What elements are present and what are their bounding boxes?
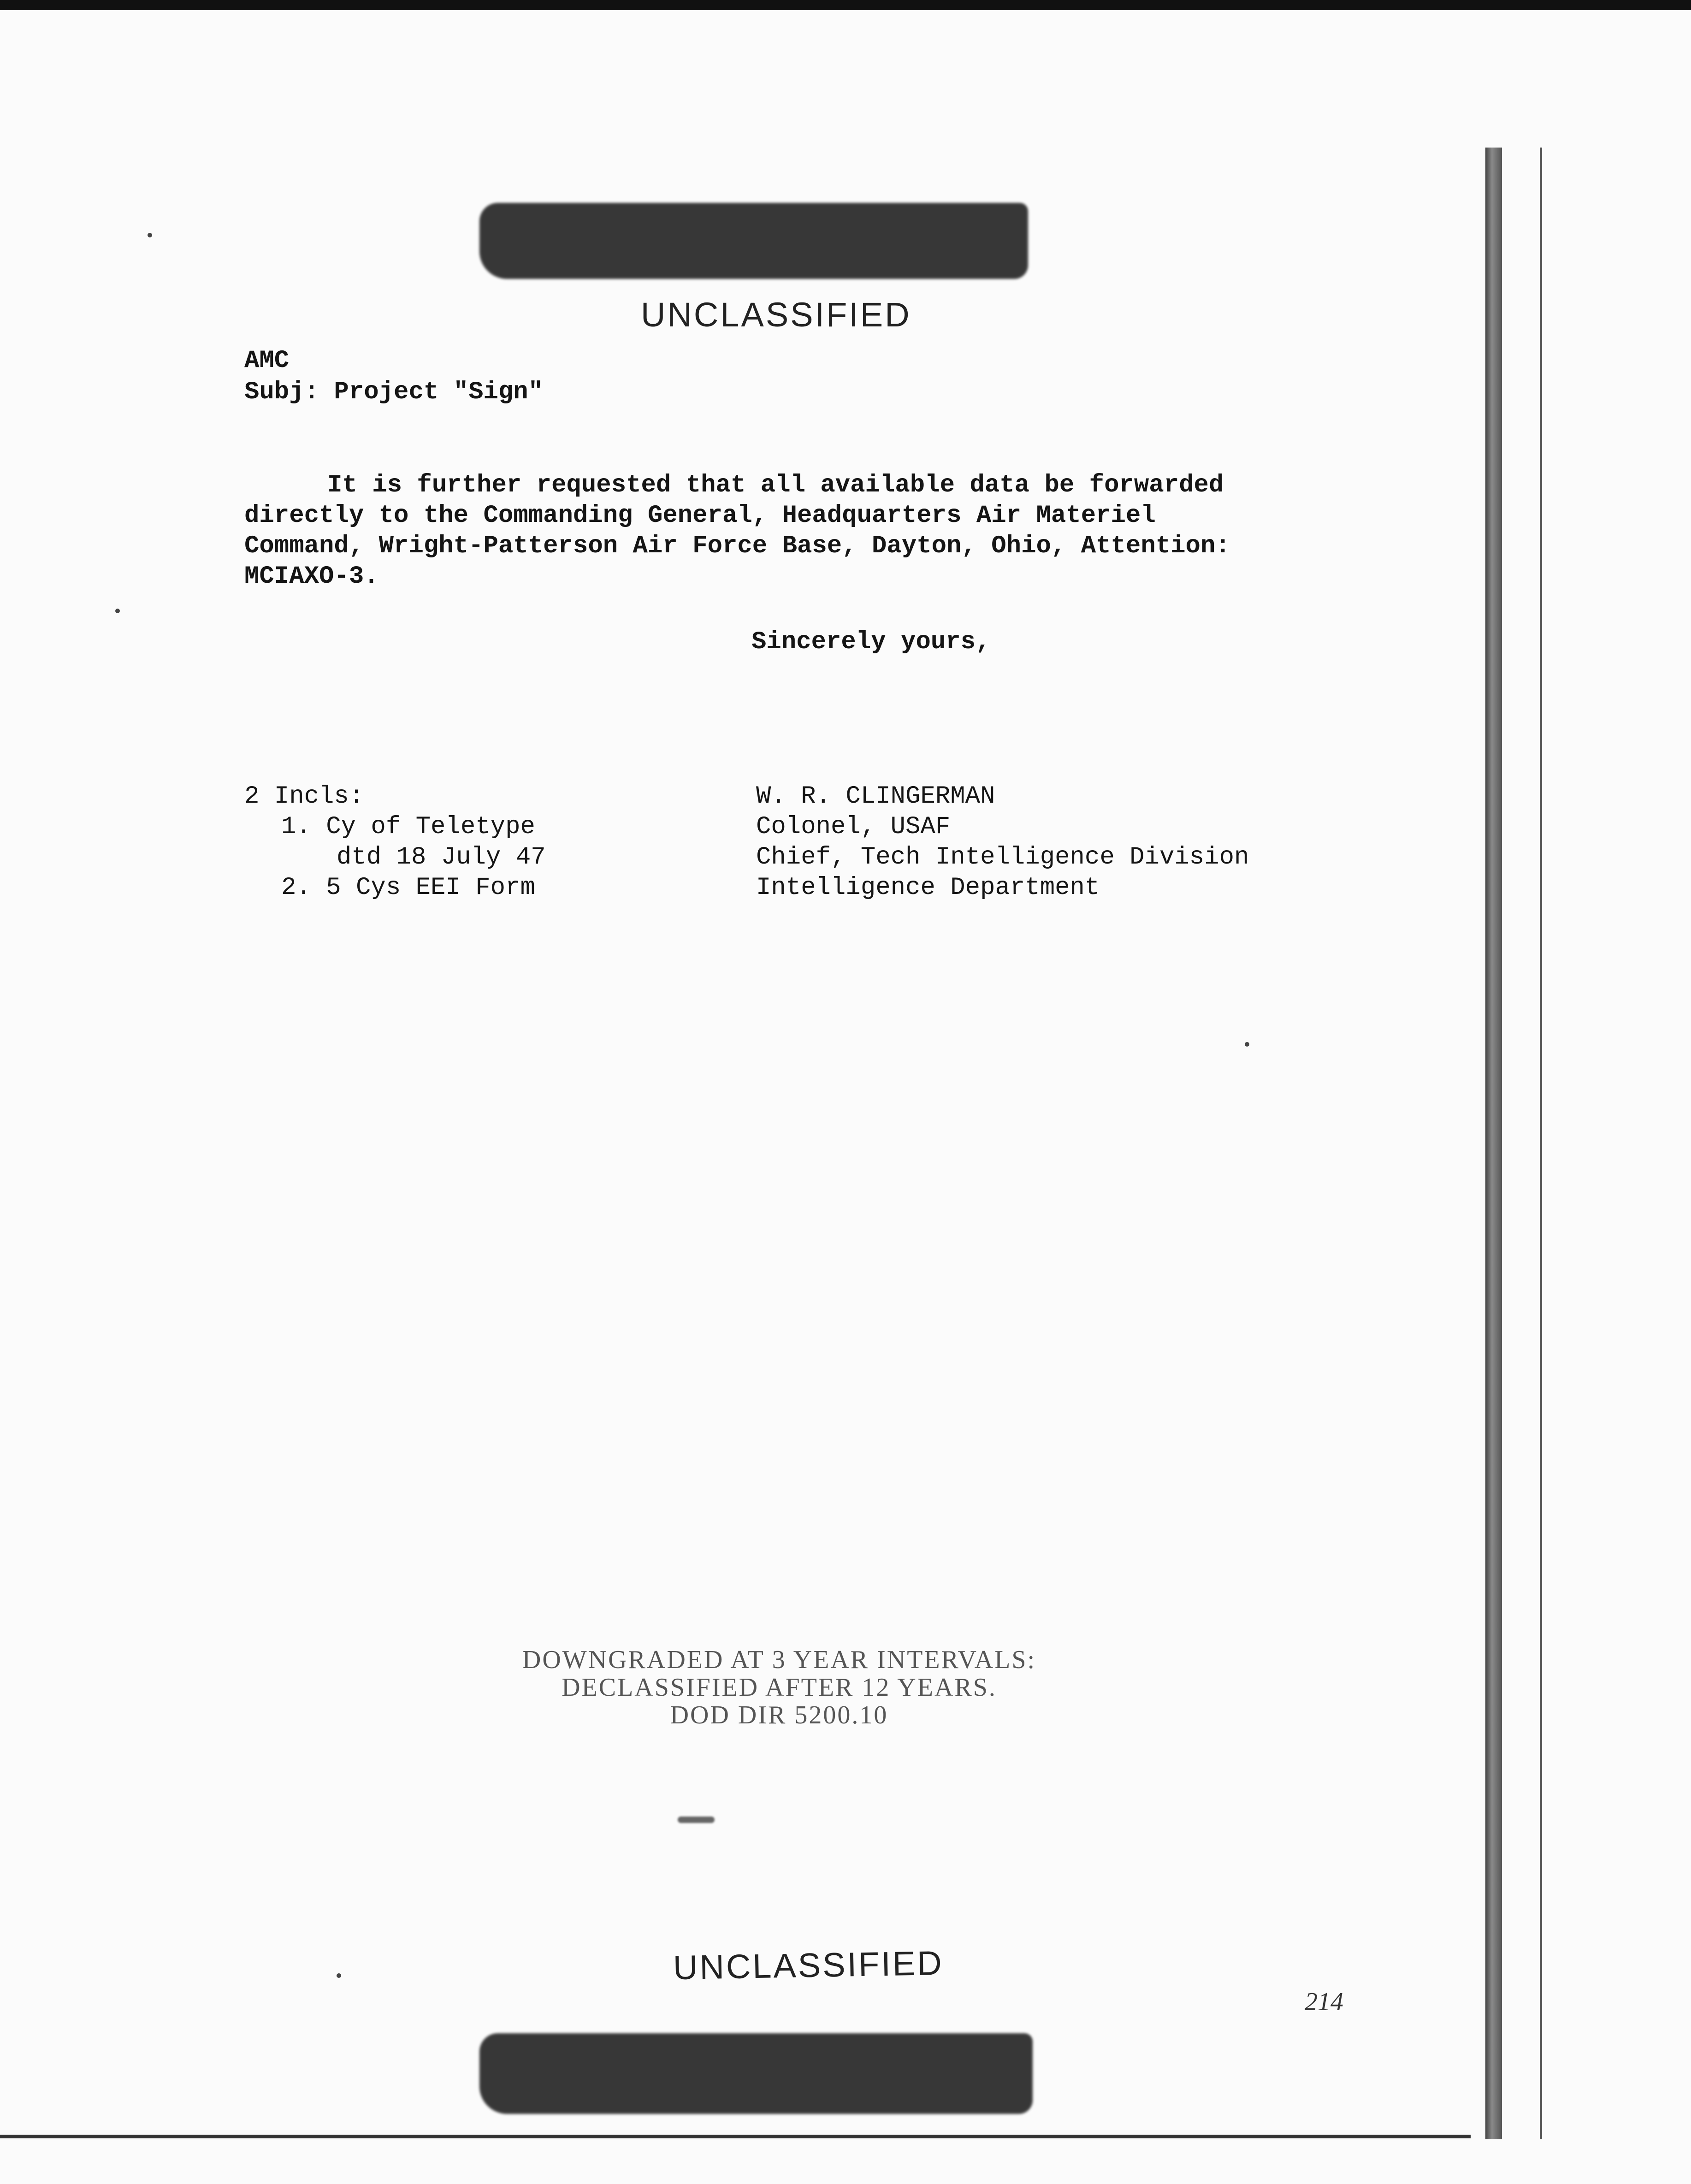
redaction-mark-bottom: [479, 2033, 1033, 2114]
scan-edge-top: [0, 0, 1691, 10]
scan-speck: [1245, 1042, 1249, 1047]
classification-stamp-top: UNCLASSIFIED: [641, 296, 911, 334]
enclosures-list: [244, 781, 546, 903]
downgrade-line: DECLASSIFIED AFTER 12 YEARS.: [562, 1673, 997, 1702]
enclosure-item: dtd 18 July 47: [337, 843, 546, 871]
enclosures-count: 2 Incls:: [244, 782, 364, 811]
enclosure-item: 1. Cy of Teletype: [281, 813, 535, 841]
signer-department: Intelligence Department: [756, 874, 1100, 902]
body-line: It is further requested that all available data be forwarded: [327, 471, 1224, 499]
scan-speck: [115, 609, 120, 613]
signer-title: Chief, Tech Intelligence Division: [756, 843, 1249, 871]
scan-binding-bar: [1485, 148, 1502, 2139]
body-paragraph: [244, 470, 1230, 592]
scan-speck: [148, 233, 152, 237]
ink-smudge: [678, 1817, 715, 1823]
scan-edge-bottom: [0, 2135, 1471, 2138]
body-line: MCIAXO-3.: [244, 562, 379, 591]
downgrade-line: DOWNGRADED AT 3 YEAR INTERVALS:: [522, 1645, 1036, 1674]
scan-speck: [337, 1973, 341, 1978]
signer-name: W. R. CLINGERMAN: [756, 782, 995, 811]
scan-margin-line: [1540, 148, 1542, 2139]
signer-rank: Colonel, USAF: [756, 813, 951, 841]
downgrade-line: DOD DIR 5200.10: [670, 1701, 888, 1729]
downgrade-stamp: [470, 1646, 1088, 1729]
closing: Sincerely yours,: [751, 628, 991, 656]
header-subject: Subj: Project "Sign": [244, 378, 544, 406]
page-number: 214: [1305, 1988, 1343, 2016]
classification-stamp-bottom: UNCLASSIFIED: [673, 1943, 944, 1987]
body-line: Command, Wright-Patterson Air Force Base, Dayton, Ohio, Attention:: [244, 532, 1230, 560]
body-line: directly to the Commanding General, Headquarters Air Materiel: [244, 502, 1156, 530]
signature-block: [756, 781, 1249, 903]
header-office: AMC: [244, 347, 290, 375]
redaction-mark-top: [479, 203, 1028, 279]
enclosure-item: 2. 5 Cys EEI Form: [281, 874, 535, 902]
